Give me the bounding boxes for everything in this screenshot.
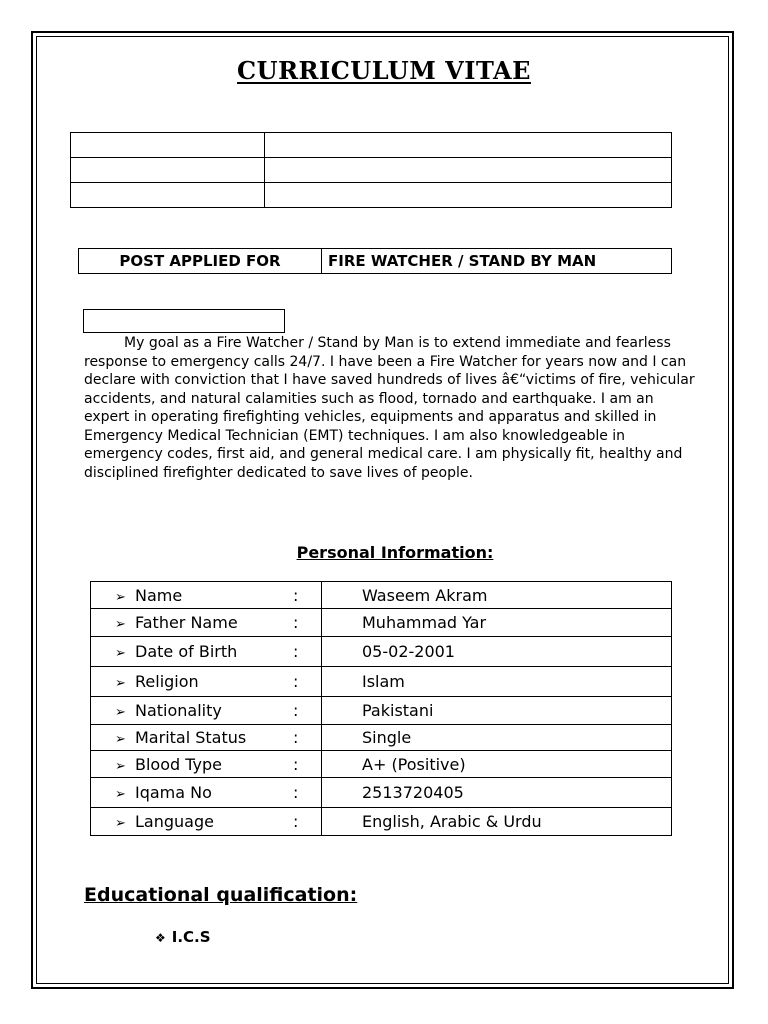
table-cell (71, 183, 265, 208)
arrow-bullet-icon: ➢ (115, 589, 126, 605)
arrow-bullet-icon: ➢ (115, 617, 126, 632)
info-label-cell (91, 697, 294, 725)
info-label: Blood Type (135, 754, 222, 774)
arrow-bullet-icon: ➢ (115, 676, 126, 691)
education-item-label: I.C.S (171, 928, 211, 946)
table-row (91, 697, 672, 725)
education-item (155, 928, 211, 946)
table-row (91, 667, 672, 697)
table-row (79, 249, 672, 274)
info-value: English, Arabic & Urdu (322, 808, 672, 836)
info-separator: : (293, 778, 322, 808)
info-separator: : (293, 808, 322, 836)
info-label: Father Name (135, 613, 238, 632)
info-separator: : (293, 697, 322, 725)
info-value: Islam (322, 667, 672, 697)
info-label-cell (91, 751, 294, 778)
info-label-cell (91, 778, 294, 808)
objective-heading-box (83, 309, 285, 333)
info-label: Language (135, 812, 214, 831)
table-cell (265, 133, 672, 158)
table-row (91, 637, 672, 667)
info-label: Marital Status (135, 728, 247, 747)
post-applied-label: POST APPLIED FOR (79, 249, 322, 274)
info-label: Date of Birth (135, 642, 238, 661)
info-value: A+ (Positive) (322, 751, 672, 778)
personal-info-heading: Personal Information: (296, 543, 494, 562)
info-value: 2513720405 (322, 778, 672, 808)
arrow-bullet-icon: ➢ (115, 646, 126, 661)
info-separator: : (293, 637, 322, 667)
info-separator: : (293, 667, 322, 697)
info-label-cell (91, 609, 294, 637)
info-label: Nationality (135, 701, 222, 720)
arrow-bullet-icon: ➢ (115, 816, 126, 831)
table-row (91, 808, 672, 836)
info-separator: : (293, 582, 322, 609)
document-title: CURRICULUM VITAE (237, 56, 531, 85)
table-cell (71, 133, 265, 158)
info-label: Iqama No (135, 783, 212, 802)
info-label-cell (91, 582, 294, 609)
table-row (91, 609, 672, 637)
info-value: Pakistani (322, 697, 672, 725)
info-separator: : (293, 751, 322, 778)
info-value: Muhammad Yar (322, 609, 672, 637)
info-label-cell (91, 667, 294, 697)
post-applied-table (78, 248, 672, 274)
arrow-bullet-icon: ➢ (115, 732, 126, 747)
info-separator: : (293, 725, 322, 751)
table-row (71, 158, 672, 183)
table-row (91, 725, 672, 751)
arrow-bullet-icon: ➢ (115, 705, 126, 720)
table-row (71, 183, 672, 208)
post-applied-value: FIRE WATCHER / STAND BY MAN (322, 249, 672, 274)
info-label: Religion (135, 672, 199, 691)
table-cell (265, 183, 672, 208)
table-row (91, 582, 672, 609)
header-info-table (70, 132, 672, 208)
personal-info-table (90, 581, 672, 836)
table-row (91, 751, 672, 778)
table-cell (265, 158, 672, 183)
info-label-cell (91, 808, 294, 836)
info-value: 05-02-2001 (322, 637, 672, 667)
info-value: Waseem Akram (322, 582, 672, 609)
diamond-bullet-icon: ❖ (155, 931, 166, 945)
objective-paragraph: My goal as a Fire Watcher / Stand by Man is to extend immediate and fearless response to emergency calls 24/7. I have been a Fire Watcher for years now and I can declare with conviction that I have saved hundreds of lives â€“victims of fire, vehicular accidents, and natural calamities such as flood, tornado and earthquake. I am an expert in operating firefighting vehicles, equipments and apparatus and skilled in Emergency Medical Technician (EMT) techniques. I am also knowledgeable in emergency codes, first aid, and general medical care. I am physically fit, healthy and disciplined firefighter dedicated to save lives of people. (84, 335, 695, 481)
arrow-bullet-icon: ➢ (115, 787, 126, 802)
info-value: Single (322, 725, 672, 751)
info-label-cell (91, 637, 294, 667)
table-row (91, 778, 672, 808)
table-cell (71, 158, 265, 183)
info-label-cell (91, 725, 294, 751)
info-separator: : (293, 609, 322, 637)
info-label: Name (135, 585, 183, 605)
arrow-bullet-icon: ➢ (115, 758, 126, 774)
table-row (71, 133, 672, 158)
education-heading: Educational qualification: (84, 884, 358, 906)
